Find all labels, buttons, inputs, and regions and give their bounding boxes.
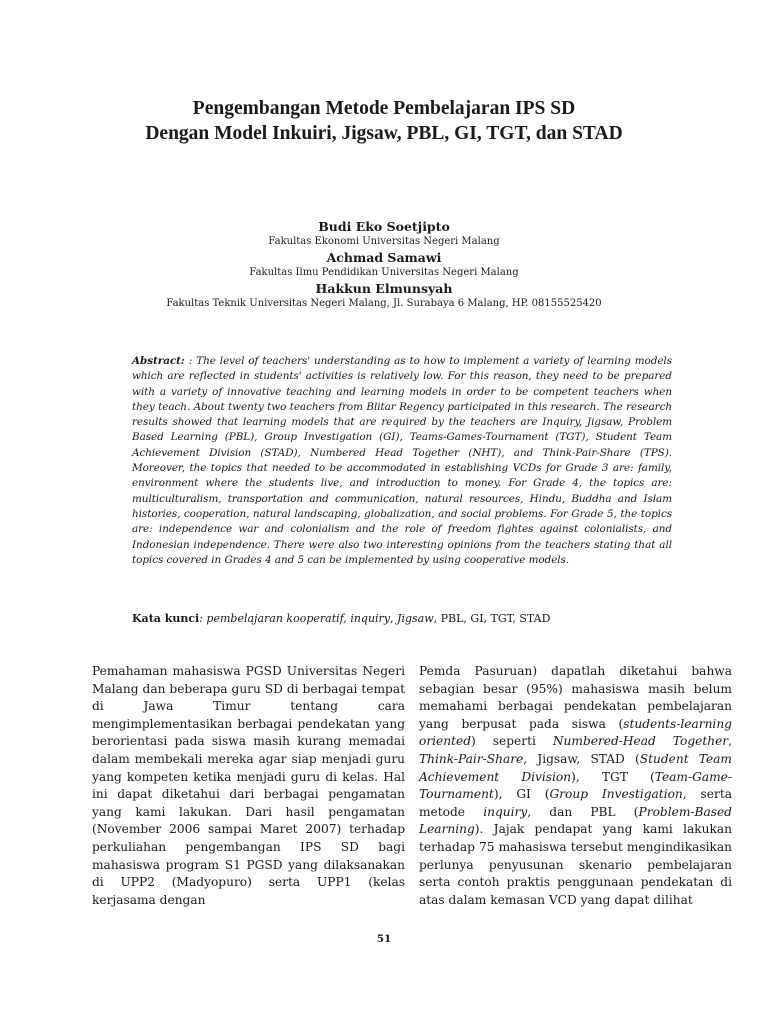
body-italic-term: Team-Game-Tournament — [419, 769, 732, 802]
title-line-1: Pengembangan Metode Pembelajaran IPS SD — [192, 98, 576, 119]
author-name: Hakkun Elmunsyah — [315, 281, 453, 296]
keyword-inquiry: inquiry — [350, 612, 391, 625]
body-text-segment: , dan PBL ( — [527, 804, 639, 819]
abstract — [132, 354, 672, 568]
body-text-segment: , Jigsaw, STAD ( — [523, 751, 640, 766]
body-text-segment: Pemda Pasuruan) dapatlah diketahui bahwa sebagian besar (95%) mahasiswa masih belum memahami berbagai pendekatan pembelajaran yang berpusat pada siswa ( — [419, 664, 732, 731]
keywords — [132, 611, 672, 626]
paper-title — [60, 96, 708, 146]
body-italic-term: inquiry — [483, 804, 528, 819]
title-line-2: Dengan Model Inkuiri, Jigsaw, PBL, GI, TGT, dan STAD — [145, 123, 623, 144]
body-italic-term: Numbered-Head Together — [552, 734, 729, 749]
body-text-segment: , serta metode — [419, 787, 732, 819]
keywords-sep: : pembelajaran kooperatif, — [199, 612, 351, 625]
abstract-label: Abstract: — [132, 355, 189, 367]
body-italic-term: Student Team Achievement Division — [419, 751, 732, 784]
body-column-left: Pemahaman mahasiswa PGSD Universitas Negeri Malang dan beberapa guru SD di berbagai tempat di Jawa Timur tentang cara mengimplementasikan berbagai pendekatan yang berorientasi pada siswa masih kurang memadai dalam membekali mereka agar siap menjadi guru yang kompeten ketika menjadi guru di kelas. Hal ini dapat diketahui dari berbagai pengamatan yang kami lakukan. Dari hasil pengamatan (November 2006 sampai Maret 2007) terhadap perkuliahan pengembangan IPS SD bagi mahasiswa program S1 PGSD yang dilaksanakan di UPP2 (Madyopuro) serta UPP1 (kelas kerjasama dengan — [92, 664, 405, 907]
body-italic-term: Think-Pair-Share — [419, 751, 524, 766]
keyword-jigsaw: Jigsaw — [397, 612, 434, 625]
body-italic-term: students-learning oriented — [419, 716, 732, 749]
body-text-segment: , — [728, 734, 732, 749]
abstract-text: : The level of teachers' understanding as to how to implement a variety of learning models which are reflected in students' activities is relatively low. For this reason, they need to be prepared with a variety of innovative teaching and learning models in order to be competent teachers when they teach. About twenty two teachers from Blitar Regency participated in this research. The research results showed that learning models that are required by the teachers are Inquiry, Jigsaw, Problem Based Learning (PBL), Group Investigation (GI), Teams-Games-Tournament (TGT), Student Team Achievement Division (STAD), Numbered Head Together (NHT), and Think-Pair-Share (TPS). Moreover, the topics that needed to be accommodated in establishing VCDs for Grade 3 are: family, environment where the students live, and introduction to money. For Grade 4, the topics are: multiculturalism, transportation and communication, natural resources, Hindu, Buddha and Islam histories, cooperation, natural landscaping, globalization, and social problems. For Grade 5, the topics are: independence war and colonialism and the role of freedom fightes against colonialists, and Indonesian independence. There were also two interesting opinions from the teachers stating that all topics covered in Grades 4 and 5 can be implemented by using cooperative models. — [132, 355, 672, 566]
body-text-segment: ), GI ( — [493, 787, 550, 802]
body-column-right — [419, 663, 732, 909]
author-affiliation: Fakultas Ekonomi Universitas Negeri Malang — [268, 236, 500, 247]
author-affiliation: Fakultas Teknik Universitas Negeri Malang, Jl. Surabaya 6 Malang, HP. 08155525420 — [166, 298, 602, 309]
author-name: Budi Eko Soetjipto — [318, 219, 450, 234]
body-italic-term: Problem-Based Learning — [419, 804, 732, 837]
author-block — [100, 219, 668, 312]
keywords-label: Kata kunci — [132, 612, 200, 625]
author-affiliation: Fakultas Ilmu Pendidikan Universitas Negeri Malang — [249, 267, 519, 278]
body-text-segment: ) seperti — [471, 734, 553, 749]
keywords-sep: , — [390, 612, 398, 625]
author-name: Achmad Samawi — [326, 250, 442, 265]
body-text-segment: ). Jajak pendapat yang kami lakukan terhadap 75 mahasiswa tersebut mengindikasikan perlunya penyusunan skenario pembelajaran serta contoh praktis penggunaan pendekatan di atas dalam kemasan VCD yang dapat dilihat — [419, 822, 732, 907]
body-italic-term: Group Investigation — [549, 787, 683, 802]
keywords-rest: , PBL, GI, TGT, STAD — [433, 612, 551, 625]
page-number: 51 — [376, 933, 392, 945]
body-text-segment: ), TGT ( — [571, 769, 655, 784]
